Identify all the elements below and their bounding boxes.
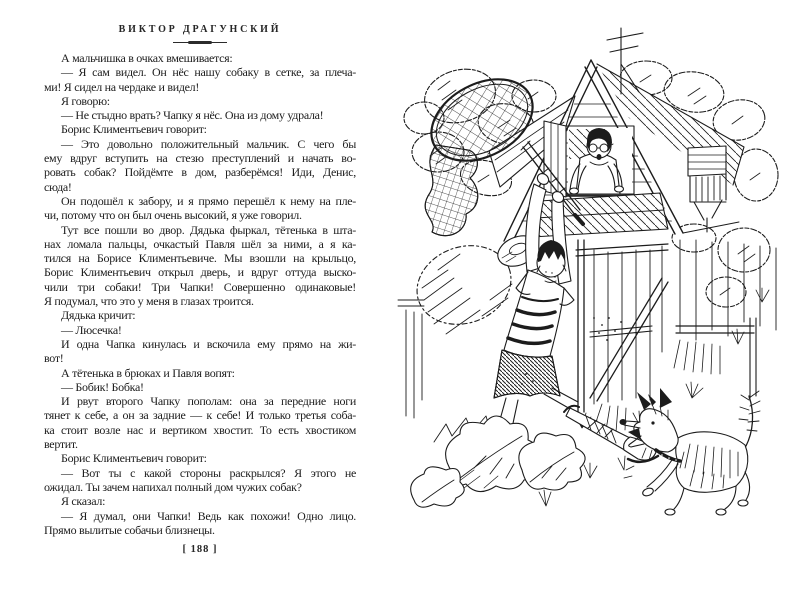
window-shutter <box>544 121 566 197</box>
text-line: А мальчишка в очках вмешивается: <box>61 51 233 65</box>
text-line: Я говорю: <box>61 93 110 108</box>
text-line: Дядька кричит: <box>61 308 136 323</box>
text-line: чи, потому что он был очень высокий, я уже говорил. <box>44 208 302 223</box>
text-line: — Я сам видел. Он нёс нашу собаку в сетке, за плеча- <box>61 65 356 80</box>
text-line: Я сказал: <box>61 494 106 509</box>
balcony <box>688 146 726 232</box>
text-line: Борис Климентьевич говорит: <box>61 451 207 466</box>
text-line: ровать собак? Пойдёмте в дом, разберёмся! Иди, Денис, <box>44 165 356 180</box>
text-line: А тётенька в брюках и Павля вопят: <box>61 365 235 380</box>
text-line: вертит. <box>44 437 78 452</box>
text-line: вот! <box>44 351 64 366</box>
text-line: — Бобик! Бобка! <box>61 379 144 394</box>
running-header: ВИКТОР ДРАГУНСКИЙ <box>118 24 282 35</box>
text-line: тился на Борисе Климентьевиче. Мы взошли на крыльцо, <box>44 251 356 266</box>
page-number: [ 188 ] <box>182 544 218 555</box>
text-line: Я подумал, что это у меня в глазах троится. <box>44 294 254 309</box>
text-line: ка стоит возле нас и вертиком хвостит. То есть хвостиком <box>44 422 356 437</box>
text-line: — Не стыдно врать? Чапку я нёс. Она из дому удрала! <box>61 108 324 123</box>
grass <box>574 288 769 432</box>
text-line: — Я думал, они Чапки! Ведь как похожи! Одно лицо. <box>61 508 356 523</box>
text-column <box>44 51 356 537</box>
text-line: ему вдруг вступить на стезю преступлений и начать во- <box>44 151 356 166</box>
text-line: Борис Климентьевич говорит: <box>61 122 207 137</box>
text-line: Он подошёл к забору, и я прямо перешёл к нему на пле- <box>61 193 356 208</box>
text-line: тянет к себе, а он за задние — к себе! И только третья соба- <box>44 408 356 423</box>
text-line: ожидал. Ты зачем напихал полный дом чужих собак? <box>44 479 302 494</box>
text-line: чили три собаки! Три Чапки! Совершенно одинаковые! <box>44 279 356 294</box>
header-divider <box>44 42 356 46</box>
text-line: И одна Чапка кинулась и вскочила ему прямо на жи- <box>61 336 356 351</box>
text-line: Тут все пошли во двор. Дядька фыркал, тётенька в шта- <box>61 222 356 237</box>
text-line: ми! Я сидел на чердаке и видел! <box>44 79 200 94</box>
gate-and-fence <box>398 240 776 418</box>
text-line: Прямо вылитые собачьи близнецы. <box>44 522 215 537</box>
text-line: И рвут второго Чапку пополам: она за передние ноги <box>61 394 356 409</box>
text-line: сюда! <box>44 179 72 194</box>
book-illustration <box>394 0 787 590</box>
text-line: нах ломала пальцы, очкастый Павля шёл за ними, а я ка- <box>44 236 356 251</box>
text-line: Борис Климентьевич открыл дверь, и вдруг оттуда выско- <box>44 265 356 280</box>
text-line: — Вот ты с какой стороны раскрылся? Я этого не <box>61 465 356 480</box>
text-line: — Люсечка! <box>61 322 122 337</box>
text-line: — Это довольно положительный мальчик. С чего бы <box>61 136 356 151</box>
